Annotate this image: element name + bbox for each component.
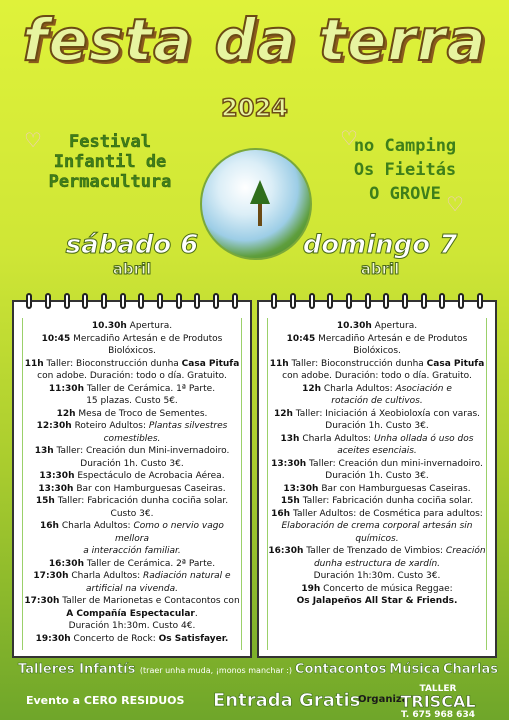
schedule-line [23, 508, 241, 521]
schedule-text: Plantas silvestres [148, 421, 228, 431]
schedule-text: Duración 1h. Custo 3€. [325, 471, 429, 481]
schedule-line [268, 483, 486, 496]
place-line-3: O GROVE [369, 184, 441, 204]
free-entry-label: Entrada Gratis [213, 690, 361, 711]
schedule-text: Casa Pitufa [426, 358, 485, 369]
schedule-text: 12h [56, 408, 76, 419]
festival-year: 2024 [221, 94, 288, 122]
heart-icon: ♡ [446, 192, 464, 216]
schedule-line [23, 333, 241, 346]
schedule-text: Taller: Iniciación á Xeobioloxía con varas. [292, 408, 481, 419]
schedule-text: Casa Pitufa [181, 358, 240, 369]
schedule-text: con adobe. Duración: todo o día. Gratuito. [282, 371, 472, 381]
heart-icon: ♡ [24, 128, 42, 152]
talleres-note: (traer unha muda, ¡monos manchar :) [139, 666, 293, 675]
schedule-line [23, 558, 241, 571]
schedule-text: Taller de Trenzado de Vimbios: [303, 546, 446, 556]
schedule-line [268, 458, 486, 471]
schedule-text: Taller: Bioconstrucción dunha [288, 358, 427, 369]
schedule-line [268, 520, 486, 533]
schedule-line [23, 608, 241, 621]
schedule-line [268, 445, 486, 458]
schedule-line [268, 558, 486, 571]
ring-icon [477, 293, 483, 309]
schedule-line [268, 358, 486, 371]
festival-subtitle [30, 132, 190, 192]
schedule-text: Concerto de Rock: [70, 633, 159, 644]
schedule-text: químicos. [355, 533, 399, 544]
schedule-text: Biolóxicos. [353, 346, 401, 356]
schedule-line [23, 383, 241, 396]
schedule-text: Custo 3€. [110, 508, 154, 519]
musica-label: Música [389, 662, 441, 677]
schedule-saturday [12, 300, 252, 658]
schedule-line [23, 433, 241, 446]
schedule-line [268, 333, 486, 346]
schedule-text: Elaboración de crema corporal artesán sin [281, 521, 473, 531]
ring-icon [327, 293, 333, 309]
ring-icon [213, 293, 219, 309]
globe-illustration [200, 148, 312, 260]
schedule-line [23, 620, 241, 633]
zero-waste-label: Evento a CERO RESIDUOS [26, 694, 185, 707]
day-month: abril [360, 260, 400, 278]
ring-icon [45, 293, 51, 309]
schedule-text: 13h [280, 433, 300, 444]
schedule-line [268, 345, 486, 358]
schedule-line [268, 533, 486, 546]
schedule-text: Taller: Fabricación dunha cociña solar. [54, 496, 229, 506]
schedule-line [268, 595, 486, 608]
schedule-text: 13:30h [271, 458, 307, 469]
schedule-line [23, 358, 241, 371]
schedule-text: 11h [269, 358, 289, 369]
schedule-text: a interacción familiar. [83, 546, 181, 556]
day-name: sábado 6 [65, 230, 199, 260]
schedule-text: 16h [40, 521, 59, 531]
ring-icon [421, 293, 427, 309]
schedule-line [23, 420, 241, 433]
schedule-text: Duración 1h:30m. Custo 4€. [68, 621, 196, 631]
schedule-line [23, 483, 241, 496]
festival-line-3: Permacultura [48, 172, 172, 192]
festival-line-2: Infantil de [53, 152, 167, 172]
schedule-text: con adobe. Duración: todo o día. Gratuito. [37, 371, 227, 381]
schedule-text: Bar con Hamburguesas Caseiras. [318, 483, 471, 494]
festival-line-1: Festival [69, 132, 151, 152]
schedule-line [268, 583, 486, 596]
schedule-text: Charla Adultos: [321, 383, 396, 394]
schedule-line [268, 420, 486, 433]
schedule-text: 12h [273, 408, 293, 419]
festival-title: festa da terra [22, 6, 487, 74]
schedule-text: 16:30h [48, 558, 84, 569]
schedule-text: Mesa de Troco de Sementes. [75, 408, 208, 419]
schedule-line [268, 470, 486, 483]
schedule-line [268, 320, 486, 333]
schedule-text: 12h [302, 383, 322, 394]
schedule-text: Charla Adultos: [299, 433, 374, 444]
schedule-line [23, 458, 241, 471]
schedule-line [268, 508, 486, 521]
schedule-text: 19:30h [35, 633, 71, 644]
schedule-text: 17:30h [33, 571, 69, 581]
schedule-line [23, 445, 241, 458]
schedule-text: Como o nervio vago mellora [114, 521, 224, 544]
schedule-text: . [194, 608, 198, 619]
schedule-list [267, 318, 487, 650]
schedule-text: 10.30h [336, 321, 372, 331]
schedule-text: A Compañía Espectacular [66, 608, 195, 619]
schedule-text: Taller: Fabricación dunha cociña solar. [299, 496, 474, 506]
organizer-name: TRISCAL [400, 692, 476, 711]
schedule-text: 13:30h [38, 483, 74, 494]
schedule-line [268, 545, 486, 558]
place-line-2: Os Fieitás [353, 160, 457, 180]
schedule-line [23, 345, 241, 358]
schedule-text: Os Satisfayer. [158, 633, 229, 644]
schedule-text: 11:30h [48, 383, 84, 394]
schedule-text: 19h [301, 583, 321, 594]
place-line-1: no Camping [353, 136, 457, 156]
organizer-label: Organiza [358, 694, 409, 705]
schedule-text: 17:30h [24, 596, 60, 606]
ring-icon [157, 293, 163, 309]
schedule-text: 12:30h [36, 421, 72, 431]
day-heading-sunday [300, 230, 460, 278]
schedule-text: Espectáculo de Acrobacia Aérea. [74, 471, 225, 481]
schedule-line [23, 633, 241, 646]
day-name: domingo 7 [302, 230, 458, 260]
schedule-text: 15 plazas. Custo 5€. [86, 396, 178, 406]
ring-icon [365, 293, 371, 309]
schedule-text: Taller: Bioconstrucción dunha [43, 358, 182, 369]
schedule-text: 13:30h [283, 483, 319, 494]
schedule-line [23, 470, 241, 483]
ring-icon [194, 293, 200, 309]
ring-icon [176, 293, 182, 309]
ring-icon [439, 293, 445, 309]
schedule-text: 16:30h [268, 546, 304, 556]
schedule-text: 13h [34, 446, 54, 456]
schedule-line [268, 433, 486, 446]
schedule-sunday [257, 300, 497, 658]
schedule-text: Taller de Cerámica. 1ª Parte. [83, 383, 216, 394]
ring-icon [138, 293, 144, 309]
schedule-text: aceites esenciais. [337, 446, 417, 456]
schedule-text: Concerto de música Reggae: [320, 583, 453, 594]
schedule-text: 13:30h [39, 471, 75, 481]
schedule-text: comestibles. [103, 433, 161, 444]
schedule-line [23, 595, 241, 608]
organizer-logo-top: TALLER [419, 684, 457, 694]
schedule-text: 15h [35, 496, 55, 506]
schedule-line [23, 583, 241, 596]
ring-icon [458, 293, 464, 309]
schedule-text: Apertura. [371, 321, 418, 331]
schedule-text: Asociación e [395, 383, 452, 394]
schedule-line [268, 570, 486, 583]
schedule-text: Taller Adultos: de Cosmética para adultos: [290, 508, 483, 519]
organizer-phone: T. 675 968 634 [401, 710, 475, 720]
ring-icon [402, 293, 408, 309]
tree-icon [250, 180, 270, 226]
schedule-line [23, 495, 241, 508]
schedule-line [268, 408, 486, 421]
ring-icon [26, 293, 32, 309]
ring-icon [232, 293, 238, 309]
ring-icon [346, 293, 352, 309]
schedule-text: Apertura. [126, 321, 173, 331]
day-month: abril [112, 260, 152, 278]
contacontos-label: Contacontos [294, 662, 387, 677]
schedule-text: Duración 1h. Custo 3€. [325, 421, 429, 431]
footer-bottom [18, 684, 498, 720]
schedule-text: Charla Adultos: [58, 521, 134, 531]
notebook-rings [259, 293, 495, 307]
ring-icon [82, 293, 88, 309]
schedule-text: Unha ollada ó uso dos [373, 433, 474, 444]
heart-icon: ♡ [340, 126, 358, 150]
schedule-text: Roteiro Adultos: [71, 421, 149, 431]
schedule-text: 15h [280, 496, 300, 506]
ring-icon [101, 293, 107, 309]
schedule-text: 10.30h [91, 321, 127, 331]
schedule-text: artificial na vivenda. [86, 583, 178, 594]
schedule-text: Bar con Hamburguesas Caseiras. [73, 483, 226, 494]
schedule-line [23, 370, 241, 383]
schedule-text: Radiación natural e [142, 571, 231, 581]
schedule-line [23, 408, 241, 421]
schedule-text: Biolóxicos. [108, 346, 156, 356]
schedule-line [23, 520, 241, 545]
ring-icon [290, 293, 296, 309]
schedule-text: Duración 1h. Custo 3€. [80, 458, 184, 469]
schedule-text: Creación [445, 546, 486, 556]
notebook-rings [14, 293, 250, 307]
schedule-line [268, 395, 486, 408]
schedule-text: Os Jalapeños All Star & Friends. [296, 596, 458, 606]
ring-icon [120, 293, 126, 309]
schedule-text: rotación de cultivos. [331, 396, 423, 406]
schedule-text: Mercadiño Artesán e de Produtos [70, 333, 223, 344]
schedule-text: 16h [271, 508, 291, 519]
schedule-line [23, 545, 241, 558]
schedule-text: Duración 1h:30m. Custo 3€. [313, 571, 441, 581]
schedule-text: Taller: Creación dun Mini-invernadoiro. [53, 446, 230, 456]
schedule-text: 11h [24, 358, 44, 369]
schedule-list [22, 318, 242, 650]
schedule-line [23, 570, 241, 583]
schedule-text: 10:45 [41, 333, 71, 344]
ring-icon [271, 293, 277, 309]
schedule-text: 10:45 [286, 333, 316, 344]
schedule-line [23, 320, 241, 333]
schedule-line [268, 495, 486, 508]
day-heading-saturday [52, 230, 212, 278]
schedule-text: Taller: Creación dun mini-invernadoiro. [306, 458, 483, 469]
schedule-line [268, 370, 486, 383]
ring-icon [383, 293, 389, 309]
schedule-text: Taller de Marionetas e Contacontos con [59, 596, 240, 606]
schedule-text: dunha estructura de xardín. [313, 558, 441, 569]
ring-icon [64, 293, 70, 309]
charlas-label: Charlas [443, 662, 498, 677]
schedule-text: Taller de Cerámica. 2ª Parte. [83, 558, 216, 569]
ring-icon [309, 293, 315, 309]
talleres-label: Talleres Infantís [18, 662, 136, 677]
schedule-line [23, 395, 241, 408]
schedule-text: Mercadiño Artesán e de Produtos [315, 333, 468, 344]
schedule-line [268, 383, 486, 396]
footer-activities [18, 662, 498, 677]
schedule-text: Charla Adultos: [68, 571, 143, 581]
